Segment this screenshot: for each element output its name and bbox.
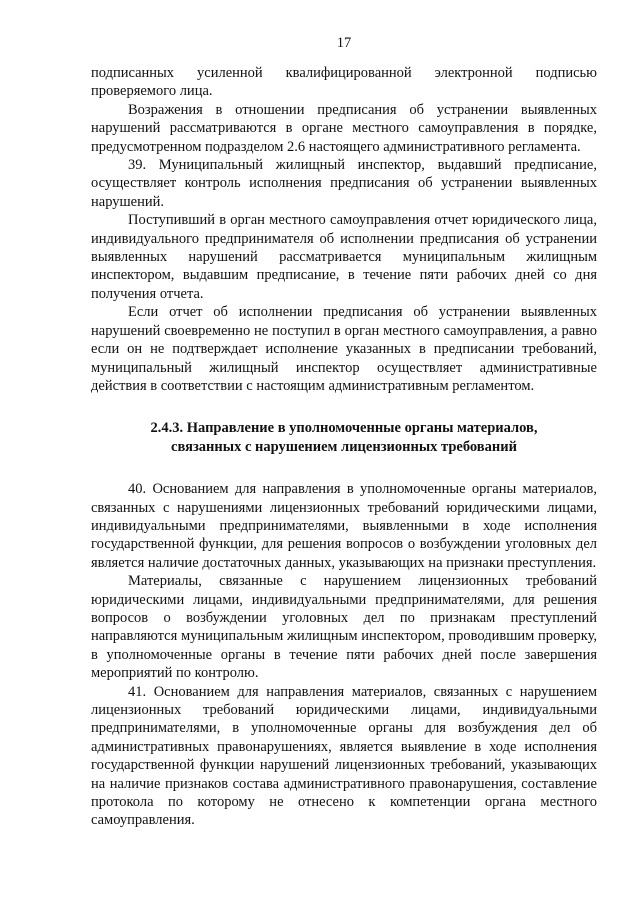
- paragraph: Материалы, связанные с нарушением лицензионных требований юридическими лицами, индивидуальными предпринимателями, для решения вопросов о возбуждении уголовных дел по признакам преступлений направляются муниципальным жилищным инспектором, проводившим проверку, в уполномоченные органы в течение пяти рабочих дней после завершения мероприятий по контролю.: [91, 573, 597, 682]
- page-number: 17: [336, 35, 352, 51]
- section-before: [91, 64, 597, 395]
- section-heading-line-1: 2.4.3. Направление в уполномоченные органы материалов,: [150, 420, 538, 437]
- section-heading: [91, 419, 597, 456]
- section-heading-line-2: связанных с нарушением лицензионных требований: [171, 438, 517, 455]
- paragraph: Если отчет об исполнении предписания об устранении выявленных нарушений своевременно не поступил в орган местного самоуправления, а равно если он не подтверждает исполнение указанных в предписании требований, муниципальный жилищный инспектор осуществляет административные действия в соответствии с настоящим административным регламентом.: [91, 304, 597, 394]
- paragraph: подписанных усиленной квалифицированной электронной подписью проверяемого лица.: [91, 65, 597, 100]
- paragraph: Поступивший в орган местного самоуправления отчет юридического лица, индивидуального предпринимателя об исполнении предписания об устранении выявленных нарушений рассматривается муниципальным жилищным инспектором, выдавшим предписание, в течение пяти рабочих дней со дня получения отчета.: [91, 212, 597, 302]
- paragraph: 40. Основанием для направления в уполномоченные органы материалов, связанных с нарушениями лицензионных требований юридическими лицами, индивидуальными предпринимателями, выявленными в ходе исполнения государственной функции, для решения вопросов о возбуждении уголовных дел является наличие достаточных данных, указывающих на признаки преступления.: [91, 481, 597, 571]
- document-page: [91, 34, 597, 830]
- section-after: [91, 480, 597, 830]
- paragraph: 39. Муниципальный жилищный инспектор, выдавший предписание, осуществляет контроль исполнения предписания об устранении выявленных нарушений.: [91, 157, 597, 210]
- paragraph: 41. Основанием для направления материалов, связанных с нарушением лицензионных требований юридическими лицами, индивидуальными предпринимателями, в уполномоченные органы для возбуждения дел об административных правонарушениях, является выявление в ходе исполнения государственной функции нарушений лицензионных требований, указывающих на наличие признаков состава административного правонарушения, составление протокола по которому не отнесено к компетенции органа местного самоуправления.: [91, 683, 597, 829]
- paragraph: Возражения в отношении предписания об устранении выявленных нарушений рассматриваются в органе местного самоуправления в порядке, предусмотренном подразделом 2.6 настоящего административного регламента.: [91, 101, 597, 155]
